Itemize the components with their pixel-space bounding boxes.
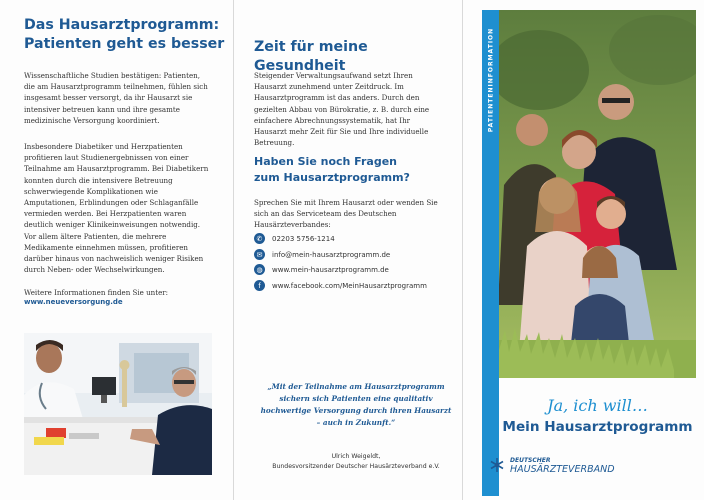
questions-subtitle-line2: zum Hausarztprogramm? [254,171,410,184]
globe-icon: ◍ [254,264,265,275]
logo-line2: HAUSÄRZTEVERBAND [510,464,615,475]
doctor-patient-photo [24,333,212,475]
branding-area [499,378,696,496]
email-icon: ✉ [254,249,265,260]
attribution-name: Ulrich Weigeldt, [331,453,381,460]
quote-text: „Mit der Teilnahme am Hausarztprogramm sichern sich Patienten eine qualitativ hochwertige Versorgung durch ihren Hausarzt – auch in Zukunft.“ [260,382,452,427]
left-paragraph-1: Wissenschaftliche Studien bestätigen: Patienten, die am Hausarztprogramm teilnehmen, fühlen sich insgesamt besser versorgt, da ihr Hausarzt sie intensiver betreuen kann und ihre gesamte medizinische Versorgung koordiniert. [24,71,208,125]
fold-line-left [233,0,234,500]
questions-subtitle [254,154,454,186]
contact-website-text: www.mein-hausarztprogramm.de [272,265,389,274]
facebook-icon: f [254,280,265,291]
snowflake-logo-icon [489,457,505,473]
contact-phone[interactable] [254,233,335,244]
tagline: Ja, ich will… [547,396,648,415]
vertical-label-text: PATIENTENINFORMATION [487,27,494,133]
program-title: Mein Hausarztprogramm [502,419,693,435]
contact-email[interactable] [254,249,390,260]
contact-website[interactable] [254,264,389,275]
phone-icon: ✆ [254,233,265,244]
family-photo [499,10,696,378]
attribution-role: Bundesvorsitzender Deutscher Hausärzteverband e.V. [272,463,440,470]
left-title-line2: Patienten geht es besser [24,36,225,52]
contact-email-text: info@mein-hausarztprogramm.de [272,250,391,259]
left-paragraph-3: Weitere Informationen finden Sie unter: [24,288,169,297]
middle-paragraph-1: Steigender Verwaltungsaufwand setzt Ihren Hausarzt zunehmend unter Zeitdruck. Im Hausarztprogramm ist das anders. Durch den gezielten Abbau von Bürokratie, z. B. durch eine einfachere Abrechnungssystematik, hat Ihr Hausarzt mehr Zeit für Sie und Ihre individuelle Betreuung. [254,71,430,148]
neueversorgung-link[interactable]: www.neueversorgung.de [24,298,123,306]
middle-paragraph-2: Sprechen Sie mit Ihrem Hausarzt oder wenden Sie sich an das Serviceteam des Deutschen Hausärzteverbandes: [254,198,438,230]
quote-attribution [258,452,454,472]
vertical-label [482,20,499,140]
left-paragraph-2: Insbesondere Diabetiker und Herzpatienten profitieren laut Studienergebnissen von einer Teilnahme am Hausarztprogramm. Bei Diabetikern konnten durch die intensivere Betreuung schwerwiegende Komplikationen wie Amputationen, Erblindungen oder Schlaganfälle vermieden werden. Bei Herzpatienten waren deutlich weniger Klinikeinweisungen notwendig. Vor allem ältere Patienten, die mehrere Medikamente einnehmen müssen, profitieren darüber hinaus von nachweislich weniger Risiken durch Neben- oder Wechselwirkungen. [24,142,209,275]
contact-facebook-text: www.facebook.com/MeinHausarztprogramm [272,281,427,290]
left-title [24,16,234,54]
questions-subtitle-line1: Haben Sie noch Fragen [254,155,397,168]
left-title-line1: Das Hausarztprogramm: [24,17,220,33]
logo-line1: DEUTSCHER [510,457,551,464]
fold-line-right [462,0,463,500]
contact-phone-text: 02203 5756-1214 [272,234,335,243]
verband-logo [489,456,615,474]
contact-facebook[interactable] [254,280,427,291]
middle-title: Zeit für meine Gesundheit [254,39,368,74]
